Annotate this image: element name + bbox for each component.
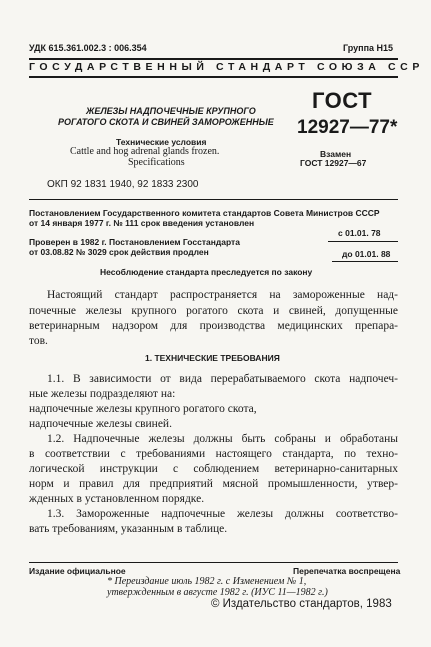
section1-item2: надпочечные железы свиней. (29, 418, 172, 430)
title-en-line2: Specifications (128, 157, 185, 168)
intro-line4: тов. (29, 335, 48, 347)
section1-p2-line4: норм и правил для предприятий мясной промышленности, утвер- (29, 478, 398, 490)
section1-p1-line1: 1.1. В зависимости от вида перерабатываемого скота надпочеч- (47, 373, 398, 385)
section1-p1-line2: ные железы подразделяют на: (29, 388, 176, 400)
title-ru-line1: ЖЕЛЕЗЫ НАДПОЧЕЧНЫЕ КРУПНОГО (86, 106, 256, 116)
group-code: Группа Н15 (343, 43, 394, 53)
section1-item1: надпочечные железы крупного рогатого скота, (29, 403, 257, 415)
intro-line2: почечные железы крупного рогатого скота и свиней, допущенные (29, 305, 398, 317)
intro-line3: ветеринарным надзором для производства медицинских препара- (29, 320, 398, 332)
reissue-note-line1: * Переиздание июль 1982 г. с Изменением № 1, (107, 576, 307, 587)
check-line1: Проверен в 1982 г. Постановлением Госстандарта (29, 237, 240, 247)
section1-p2-line3: логической инструкции с соблюдением ветеринарно-санитарных (29, 463, 398, 475)
title-ru-line2: РОГАТОГО СКОТА И СВИНЕЙ ЗАМОРОЖЕННЫЕ (58, 117, 274, 127)
expiry-date-rule (332, 261, 398, 262)
official-edition: Издание официальное (29, 566, 126, 576)
header-rule-top (29, 58, 398, 60)
reissue-note-line2: утвержденным в августе 1982 г. (ИУС 11—1982 г.) (107, 587, 328, 598)
effective-date-rule (328, 241, 398, 242)
section1-p2-line5: жденных в установленном порядке. (29, 493, 205, 505)
gost-label: ГОСТ (312, 88, 373, 113)
section1-p3-line2: вать требованиям, указанным в таблице. (29, 523, 228, 535)
section1-heading: 1. ТЕХНИЧЕСКИЕ ТРЕБОВАНИЯ (145, 353, 280, 363)
reprint-prohibited: Перепечатка воспрещена (293, 566, 401, 576)
header-rule-bottom (29, 76, 398, 78)
decree-line2: от 14 января 1977 г. № 111 срок введения установлен (29, 218, 255, 228)
section1-p2-line1: 1.2. Надпочечные железы должны быть собраны и обработаны (47, 433, 398, 445)
title-en-line1: Cattle and hog adrenal glands frozen. (70, 146, 220, 157)
law-warning: Несоблюдение стандарта преследуется по закону (100, 267, 313, 277)
state-standard-banner: ГОСУДАРСТВЕННЫЙ СТАНДАРТ СОЮЗА ССР (29, 61, 424, 73)
replaces-label: Взамен (320, 149, 352, 159)
section-divider (29, 199, 398, 200)
udk-code: УДК 615.361.002.3 : 006.354 (29, 43, 147, 53)
intro-line1: Настоящий стандарт распространяется на замороженные над- (47, 289, 398, 301)
check-line2: от 03.08.82 № 3029 срок действия продлен (29, 247, 209, 257)
footer-rule (29, 562, 398, 563)
expiry-date: до 01.01. 88 (342, 249, 391, 259)
copyright: © Издательство стандартов, 1983 (211, 598, 392, 610)
section1-p2-line2: в соответствии с требованиями настоящего стандарта, по техно- (29, 448, 398, 460)
title-ru-subtitle: Технические условия (116, 137, 207, 147)
effective-date: с 01.01. 78 (338, 228, 381, 238)
gost-number: 12927—77* (297, 117, 398, 138)
okp-codes: ОКП 92 1831 1940, 92 1833 2300 (47, 179, 199, 190)
decree-line1: Постановлением Государственного комитета стандартов Совета Министров СССР (29, 208, 380, 218)
section1-p3-line1: 1.3. Замороженные надпочечные железы должны соответство- (47, 508, 398, 520)
replaces-value: ГОСТ 12927—67 (300, 158, 367, 168)
